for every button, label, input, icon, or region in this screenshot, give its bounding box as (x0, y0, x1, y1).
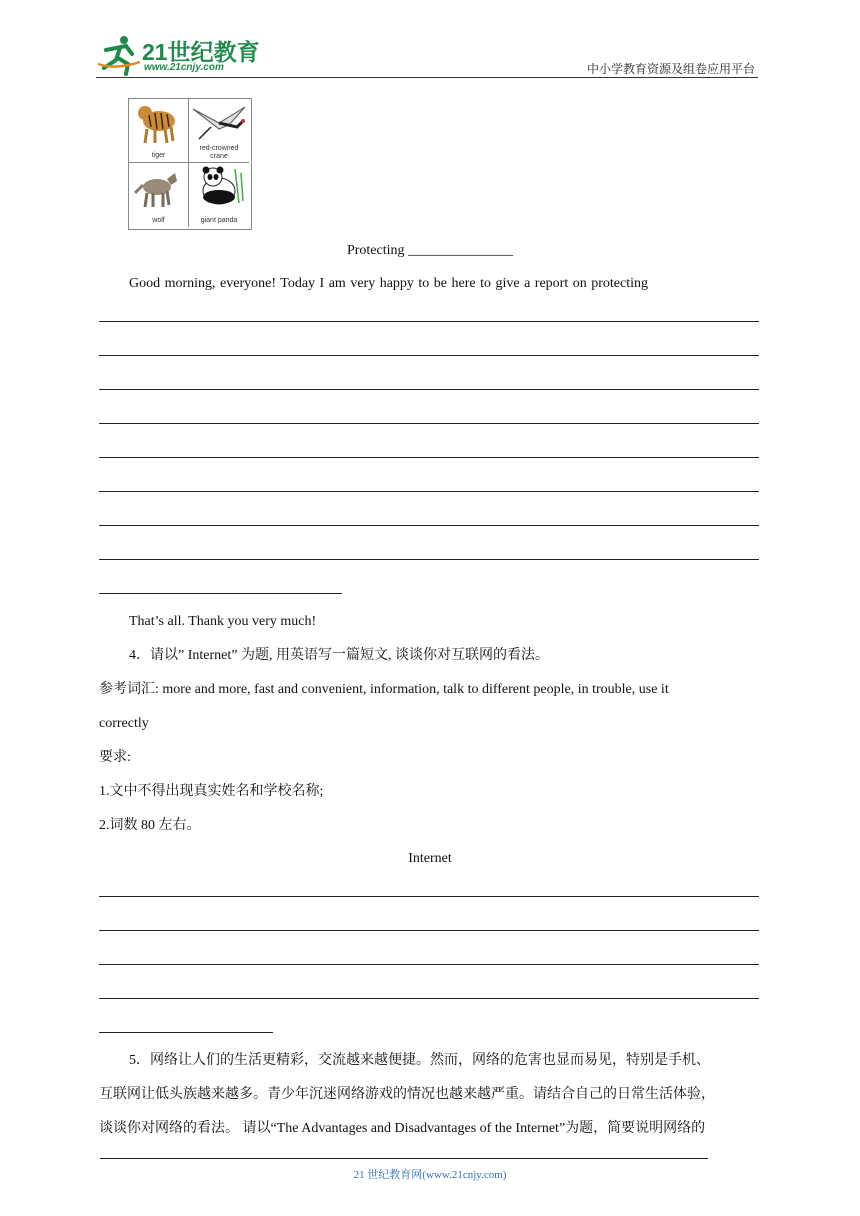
answer-line-short (99, 1032, 273, 1033)
logo-url: www.21cnjy.com (144, 62, 224, 73)
panda-icon (189, 163, 249, 213)
answer-line (99, 321, 759, 322)
animal-label: wolf (152, 217, 165, 224)
question-4-requirement: 2.词数 80 左右。 (99, 818, 201, 833)
answer-line (99, 930, 759, 931)
answer-line (99, 998, 759, 999)
question-5-line: 5．网络让人们的生活更精彩，交流越来越便捷。然而，网络的危害也显而易见，特别是手机、 (129, 1053, 710, 1068)
animal-label (189, 145, 249, 161)
answer-line (99, 896, 759, 897)
answer-line (99, 423, 759, 424)
animal-cell-tiger (129, 99, 189, 163)
question-4-vocab-cont: correctly (99, 716, 149, 731)
answer-line (99, 491, 759, 492)
question-5-line: 谈谈你对网络的看法。 请以“The Advantages and Disadvantages of the Internet”为题，简要说明网络的 (99, 1121, 706, 1136)
animal-cell-crane (189, 99, 249, 163)
footer-divider (100, 1158, 708, 1159)
header-divider (96, 77, 758, 78)
question-4-vocab: 参考词汇: more and more, fast and convenient, information, talk to different people, in trouble, use it (99, 682, 669, 697)
site-logo (96, 34, 266, 76)
answer-line (99, 559, 759, 560)
animal-cell-wolf (129, 163, 189, 227)
question-5-line: 互联网让低头族越来越多。青少年沉迷网络游戏的情况也越来越严重。请结合自己的日常生活体验， (99, 1087, 715, 1102)
animal-picture-grid (128, 98, 252, 230)
question-4-title: Internet (408, 851, 452, 866)
composition-opening: Good morning, everyone! Today I am very happy to be here to give a report on protecting (129, 276, 648, 291)
answer-line-short (99, 593, 342, 594)
animal-cell-panda (189, 163, 249, 227)
runner-logo-icon (96, 34, 142, 76)
answer-line (99, 525, 759, 526)
answer-line (99, 389, 759, 390)
question-4-requirements-title: 要求: (99, 750, 131, 765)
tiger-icon (129, 99, 187, 149)
animal-label-line: red-crowned (199, 145, 239, 152)
answer-line (99, 457, 759, 458)
footer-site-link[interactable]: 21 世纪教育网(www.21cnjy.com) (353, 1169, 507, 1181)
header-platform-text: 中小学教育资源及组卷应用平台 (586, 62, 755, 76)
wolf-icon (129, 163, 187, 213)
composition-title: Protecting _______________ (346, 243, 514, 258)
logo-title: 21世纪教育 (142, 39, 260, 65)
answer-line (99, 355, 759, 356)
question-4-requirement: 1.文中不得出现真实姓名和学校名称; (99, 784, 324, 799)
composition-closing: That’s all. Thank you very much! (129, 614, 317, 629)
animal-label: tiger (151, 152, 166, 159)
answer-line (99, 964, 759, 965)
animal-label-line: crane (210, 153, 228, 160)
crane-icon (189, 99, 249, 143)
animal-label: giant panda (200, 217, 238, 224)
question-4-prompt: 4．请以” Internet” 为题, 用英语写一篇短文, 谈谈你对互联网的看法。 (129, 648, 549, 663)
